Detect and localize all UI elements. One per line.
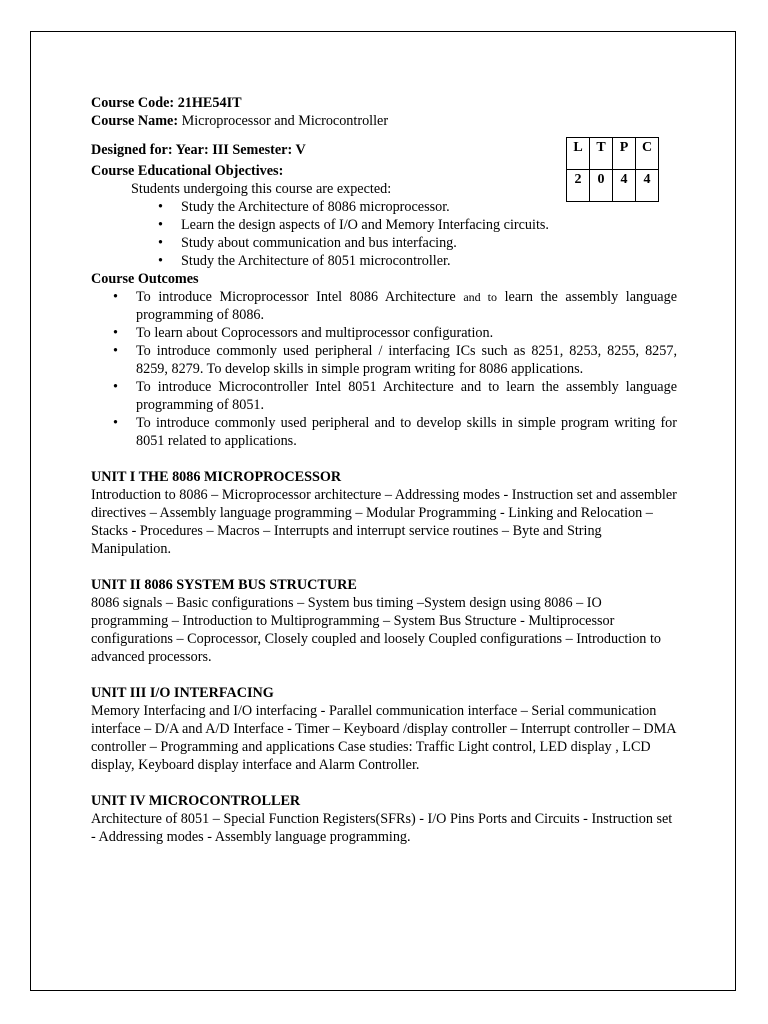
unit-3-body: Memory Interfacing and I/O interfacing - Parallel communication interface – Serial communication interface – D/A and A/D Interface - Timer – Keyboard /display controller – Interrupt controller – DMA controller – Programming and applications Case studies: Traffic Light control, LED display , LCD display, Keyboard display interface and Alarm Controller. [91, 703, 676, 773]
unit-4-body: Architecture of 8051 – Special Function Registers(SFRs) - I/O Pins Ports and Circuits - Instruction set - Addressing modes - Assembly language programming. [91, 811, 673, 845]
outcome-item: • To introduce commonly used peripheral and to develop skills in simple program writing for 8051 related to applications. [91, 414, 677, 450]
objectives-list [91, 198, 677, 270]
objectives-intro: Students undergoing this course are expected: [131, 181, 392, 197]
objective-item: • Study the Architecture of 8051 microcontroller. [91, 252, 677, 270]
course-code-line [91, 94, 677, 112]
unit-2-body: 8086 signals – Basic configurations – System bus timing –System design using 8086 – IO programming – Introduction to Multiprogramming – System Bus Structure - Multiprocessor configurations – Coprocessor, Closely coupled and loosely Coupled configurations – Introduction to advanced processors. [91, 595, 661, 665]
objective-item: • Learn the design aspects of I/O and Memory Interfacing circuits. [91, 216, 677, 234]
ltpc-value-t: 0 [590, 170, 613, 202]
outcome-item: • To introduce commonly used peripheral / interfacing ICs such as 8251, 8253, 8255, 8257, 8259, 8279. To develop skills in simple program writing for 8086 applications. [91, 342, 677, 378]
ltpc-value-l: 2 [567, 170, 590, 202]
unit-3-title: UNIT III I/O INTERFACING [91, 685, 274, 701]
outcome-item: • To learn about Coprocessors and multiprocessor configuration. [91, 324, 677, 342]
ltpc-header-l: L [567, 138, 590, 170]
ltpc-value-c: 4 [636, 170, 659, 202]
course-name: Microprocessor and Microcontroller [181, 113, 389, 129]
outcome-item [91, 288, 677, 324]
unit-4-title: UNIT IV MICROCONTROLLER [91, 793, 301, 809]
unit-1-body: Introduction to 8086 – Microprocessor architecture – Addressing modes - Instruction set and assembler directives – Assembly language programming – Modular Programming - Linking and Relocation – Stacks - Procedures – Macros – Interrupts and interrupt service routines – Byte and String Manipulation. [91, 487, 677, 557]
objective-item: • Study about communication and bus interfacing. [91, 234, 677, 252]
outcome-item-0-part-b: and to [463, 290, 497, 304]
course-code-label: Course Code: [91, 95, 175, 111]
objectives-title: Course Educational Objectives: [91, 163, 284, 179]
course-name-line [91, 112, 677, 130]
ltpc-header-p: P [613, 138, 636, 170]
unit-1-title: UNIT I THE 8086 MICROPROCESSOR [91, 469, 342, 485]
outcome-item-0-part-a: To introduce Microprocessor Intel 8086 Architecture [136, 289, 456, 305]
ltpc-header-c: C [636, 138, 659, 170]
unit-2-title: UNIT II 8086 SYSTEM BUS STRUCTURE [91, 577, 357, 593]
course-code: 21HE54IT [177, 95, 242, 111]
outcome-item: • To introduce Microcontroller Intel 8051 Architecture and to learn the assembly language programming of 8051. [91, 378, 677, 414]
course-name-label: Course Name: [91, 113, 179, 129]
ltpc-header-t: T [590, 138, 613, 170]
objective-item: • Study the Architecture of 8086 microprocessor. [91, 198, 677, 216]
ltpc-value-p: 4 [613, 170, 636, 202]
designed-for: Designed for: Year: III Semester: V [91, 142, 306, 158]
outcomes-title: Course Outcomes [91, 271, 199, 287]
document-content [91, 94, 677, 846]
outcome-item-0-part-c: learn the assembly language programming of 8086. [136, 289, 677, 323]
outcomes-list [91, 288, 677, 450]
